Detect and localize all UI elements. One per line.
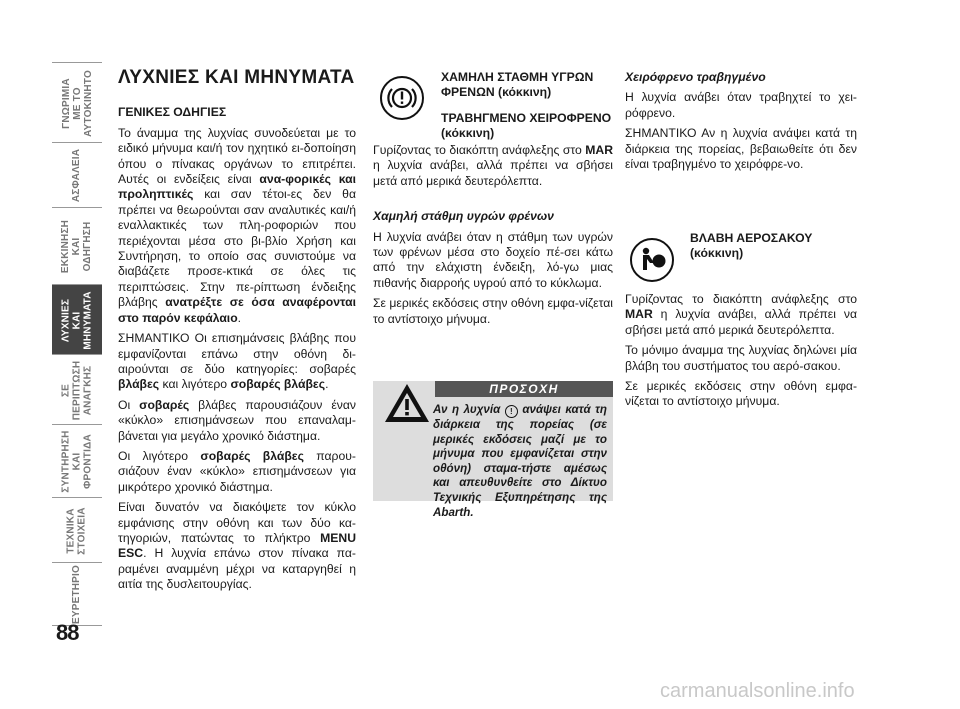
paragraph: Σε μερικές εκδόσεις στην οθόνη εμφα-νίζεται το αντίστοιχο μήνυμα. <box>625 379 857 409</box>
tab-label: ΣΕ ΠΕΡΙΠΤΩΣΗ ΑΝΑΓΚΗΣ <box>60 360 94 420</box>
tab-getting-to-know[interactable] <box>52 62 102 143</box>
warning-box <box>373 381 613 519</box>
paragraph: Γυρίζοντας το διακόπτη ανάφλεξης στο MAR η λυχνία ανάβει, αλλά πρέπει να σβήσει μετά από μερικά δευτερόλεπτα. <box>625 292 857 337</box>
tab-warning-lights[interactable] <box>52 284 102 355</box>
paragraph: Είναι δυνατόν να διακόψετε τον κύκλο εμφάνισης στην οθόνη και των δύο κα-τηγοριών, πατώντας το πλήκτρο MENU ESC. Η λυχνία επάνω στον πίνακα πα-ραμένει αναμμένη μέχρι να καταργηθεί η αιτία της δυσλειτουργίας. <box>118 500 356 592</box>
subheading: Χαμηλή στάθμη υγρών φρένων <box>373 209 554 224</box>
paragraph: Το μόνιμο άναμμα της λυχνίας δηλώνει μία βλάβη του συστήματος του αερό-σακου. <box>625 343 857 373</box>
page-number: 88 <box>56 620 79 645</box>
paragraph: Η λυχνία ανάβει όταν τραβηχτεί το χει-ρόφρενο. <box>625 90 857 120</box>
page-title: ΛΥΧΝΙΕΣ ΚΑΙ ΜΗΝΥΜΑΤΑ <box>118 67 355 88</box>
tab-safety[interactable] <box>52 142 102 208</box>
tab-technical-data[interactable] <box>52 497 102 563</box>
heading-handbrake: ΤΡΑΒΗΓΜΕΝΟ ΧΕΙΡΟΦΡΕΝΟ (κόκκινη) <box>441 110 612 141</box>
tab-label: ΓΝΩΡΙΜΙΑ ΜΕ ΤΟ ΑΥΤΟΚΙΝΗΤΟ <box>60 69 94 137</box>
airbag-icon <box>630 238 674 282</box>
tab-label: ΑΣΦΑΛΕΙΑ <box>71 148 83 203</box>
heading-brake-fluid: ΧΑΜΗΛΗ ΣΤΑΘΜΗ ΥΓΡΩΝ ΦΡΕΝΩΝ (κόκκινη) <box>441 70 594 100</box>
paragraph: Οι σοβαρές βλάβες παρουσιάζουν έναν «κύκλο» επισημάνσεων που επαναλαμ-βάνεται για μεγάλο χρονικό διάστημα. <box>118 397 356 443</box>
warning-text: Αν η λυχνία ! ανάψει κατά τη διάρκεια της πορείας (σε μερικές εκδόσεις μαζί με το μήνυμα που εμφανίζεται στην οθόνη) σταμα-τήστε αμέσως και απευθυνθείτε στο Δίκτυο Τεχνικής Εξυπηρέτησης της Abarth. <box>433 403 607 519</box>
brake-warning-icon: ! <box>505 405 518 418</box>
paragraph: Γυρίζοντας το διακόπτη ανάφλεξης στο MAR η λυχνία ανάβει, αλλά πρέπει να σβήσει μετά από μερικά δευτερόλεπτα. <box>373 143 613 188</box>
column-general <box>118 67 357 598</box>
paragraph: ΣΗΜΑΝΤΙΚΟ Οι επισημάνσεις βλάβης που εμφανίζονται επάνω στην οθόνη δι-αιρούνται σε δύο κατηγορίες: σοβαρές βλάβες και λιγότερο σοβαρές βλάβες. <box>118 331 356 392</box>
paragraph: Σε μερικές εκδόσεις στην οθόνη εμφα-νίζεται το αντίστοιχο μήνυμα. <box>373 296 613 326</box>
paragraph: Οι λιγότερο σοβαρές βλάβες παρου-σιάζουν έναν «κύκλο» επισημάνσεων για μικρότερο χρονικό διάστημα. <box>118 448 356 494</box>
tab-label: ΣΥΝΤΗΡΗΣΗ ΚΑΙ ΦΡΟΝΤΙΔΑ <box>60 430 94 493</box>
brake-warning-icon <box>380 76 424 120</box>
tab-label: ΛΥΧΝΙΕΣ ΚΑΙ ΜΗΝΥΜΑΤΑ <box>60 290 94 350</box>
subheading: Χειρόφρενο τραβηγμένο <box>625 70 766 84</box>
tab-maintenance[interactable] <box>52 424 102 498</box>
tab-emergency[interactable] <box>52 354 102 425</box>
column-handbrake <box>625 70 857 177</box>
paragraph: ΣΗΜΑΝΤΙΚΟ Αν η λυχνία ανάψει κατά τη διάρκεια της πορείας, βεβαιωθείτε ότι δεν είναι τραβηγμένο το χειρόφρε-νο. <box>625 126 857 172</box>
paragraph: Το άναμμα της λυχνίας συνοδεύεται με το ειδικό μήνυμα και/ή τον ηχητικό ει-δοποίηση όπου ο πίνακας οργάνων το επιτρέπει. Αυτές οι ενδείξεις είναι ανα-φορικές και προληπτικές και σαν τέτοι-ες δεν θα πρέπει να θεωρούνται σαν αναλυτικές και/ή εναλλακτικές των πλη-ροφοριών που περιέχονται μέσα στο βι-βλίο Χρήση και Συντήρηση, το οποίο σας συνιστούμε να διαβάζετε προσε-κτικά σε όλες τις περιπτώσεις. Στην πε-ρίπτωση ένδειξης βλάβης ανατρέξτε σε όσα αναφέρονται στο παρόν κεφάλαιο. <box>118 125 357 325</box>
column-brake <box>373 143 613 332</box>
tab-label: ΤΕΧΝΙΚΑ ΣΤΟΙΧΕΙΑ <box>66 506 88 555</box>
tab-label: ΕΚΚΙΝΗΣΗ ΚΑΙ ΟΔΗΓΗΣΗ <box>60 219 94 274</box>
tab-starting-driving[interactable] <box>52 207 102 285</box>
section-heading: ΓΕΝΙΚΕΣ ΟΔΗΓΙΕΣ <box>118 105 227 120</box>
airbag-heading: ΒΛΑΒΗ ΑΕΡΟΣΑΚΟΥ (κόκκινη) <box>690 231 813 261</box>
paragraph: Η λυχνία ανάβει όταν η στάθμη των υγρών των φρένων μέσα στο δοχείο πέ-σει κάτω από την ελάχιστη ένδειξη, λό-γω μιας πιθανής διαρροής υγρού από το κύκλωμα. <box>373 229 613 290</box>
tab-label: ΕΥΡΕΤΗΡΙΟ <box>71 564 83 624</box>
watermark: carmanualsonline.info <box>660 680 855 702</box>
tab-index[interactable] <box>52 562 102 626</box>
warning-header: ΠΡΟΣΟΧΗ <box>435 381 613 397</box>
brake-heading <box>441 70 613 142</box>
column-airbag <box>625 292 857 415</box>
